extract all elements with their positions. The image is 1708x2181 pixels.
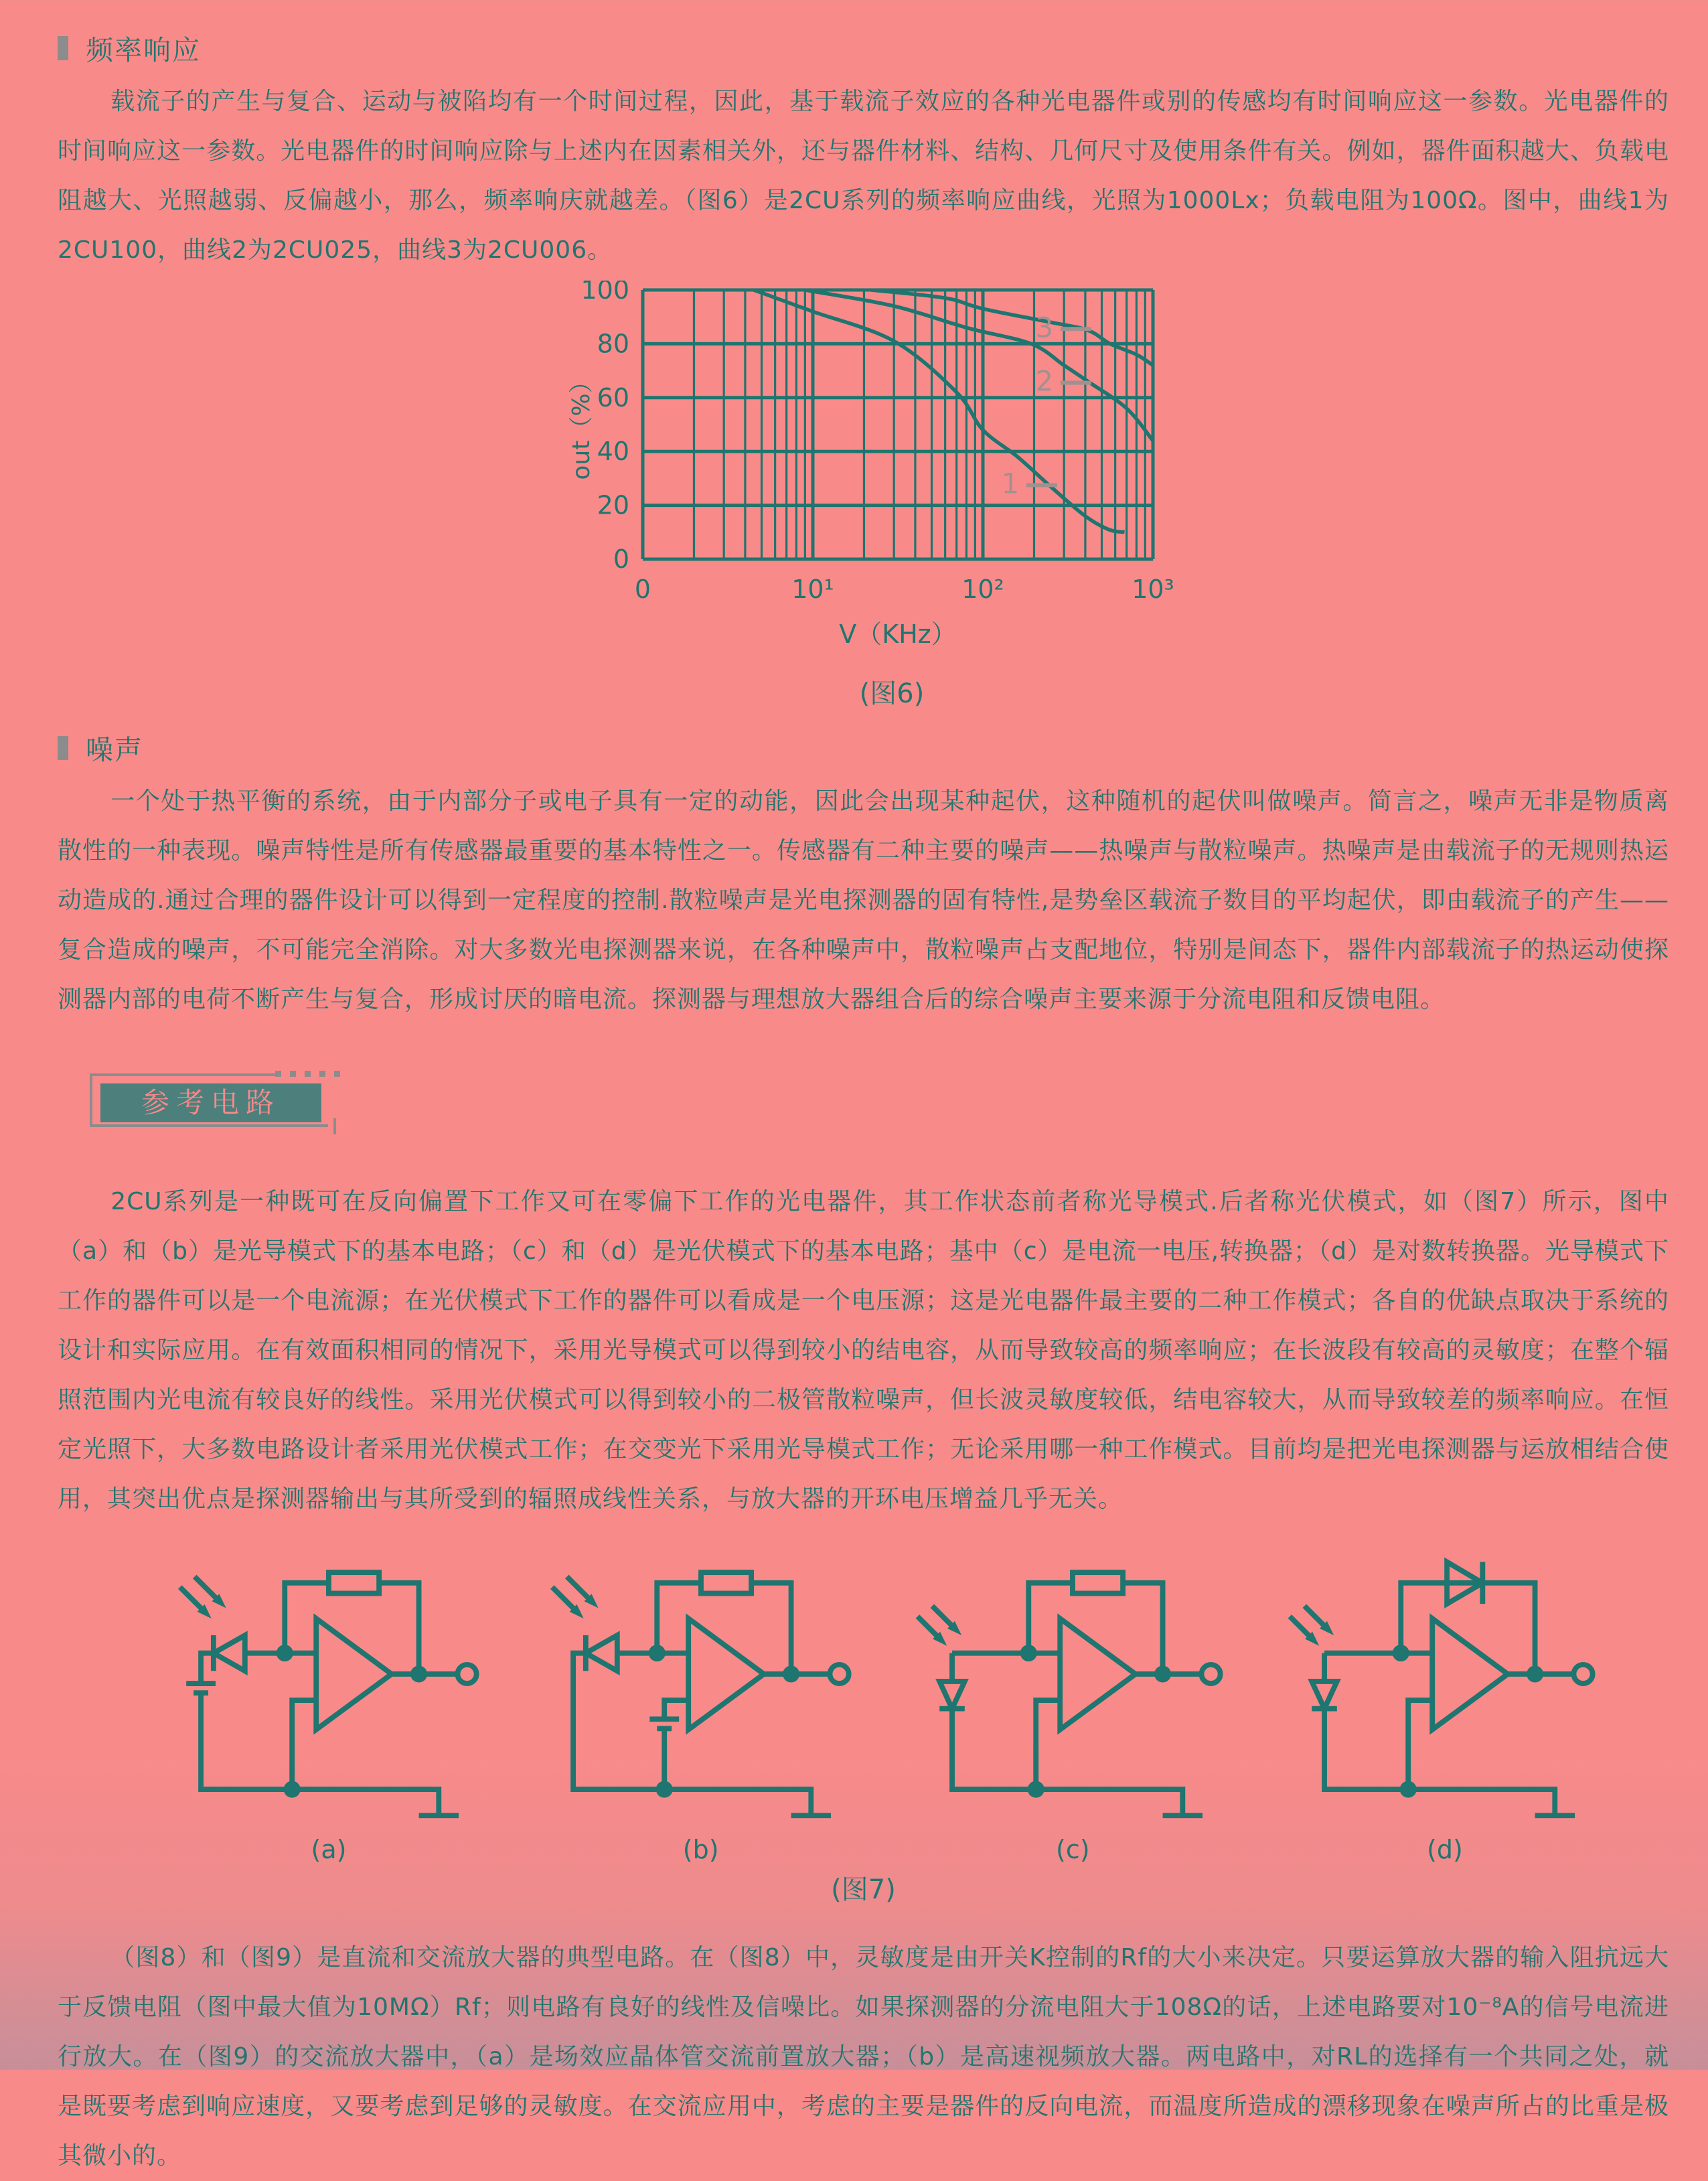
frequency-response-heading	[58, 28, 1669, 68]
circuit-a-caption: (a)	[311, 1835, 347, 1864]
refbox-stub	[333, 1118, 336, 1134]
figure7-circuits-row	[58, 1554, 1669, 1864]
figure6-caption: (图6)	[859, 678, 925, 709]
reference-circuits-paragraph: 2CU系列是一种既可在反向偏置下工作又可在零偏下工作的光电器件，其工作状态前者称光导模式.后者称光伏模式，如（图7）所示，图中（a）和（b）是光导模式下的基本电路；（c）和（d）是光伏模式下的基本电路；基中（c）是电流一电压,转换器；（d）是对数转换器。光导模式下工作的器件可以是一个电流源；在光伏模式下工作的器件可以看成是一个电压源；这是光电器件最主要的二种工作模式；各自的优缺点取决于系统的设计和实际应用。在有效面积相同的情况下，采用光导模式可以得到较小的结电容，从而导致较高的频率响应；在长波段有较高的灵敏度；在整个辐照范围内光电流有较良好的线性。采用光伏模式可以得到较小的二极管散粒噪声，但长波灵敏度较低，结电容较大，从而导致较差的频率响应。在恒定光照下，大多数电路设计者采用光伏模式工作；在交变光下采用光导模式工作；无论采用哪一种工作模式。目前均是把光电探测器与运放相结合使用，其突出优点是探测器输出与其所受到的辐照成线性关系，与放大器的开环电压增益几乎无关。	[58, 1188, 1669, 1513]
section-bullet-icon	[58, 36, 68, 60]
closing-paragraph: （图8）和（图9）是直流和交流放大器的典型电路。在（图8）中，灵敏度是由开关K控制的Rf的大小来决定。只要运算放大器的输入阻抗远大于反馈电阻（图中最大值为10MΩ）Rf；则电路有良好的线性及信噪比。如果探测器的分流电阻大于108Ω的话，上述电路要对10⁻⁸A的信号电流进行放大。在（图9）的交流放大器中，（a）是场效应晶体管交流前置放大器；（b）是高速视频放大器。两电路中，对RL的选择有一个共同之处，就是既要考虑到响应速度，又要考虑到足够的灵敏度。在交流应用中，考虑的主要是器件的反向电流，而温度所造成的漂移现象在噪声所占的比重是极其微小的。	[58, 1944, 1669, 2170]
section-title: 噪声	[86, 734, 143, 766]
noise-paragraph: 一个处于热平衡的系统，由于内部分子或电子具有一定的动能，因此会出现某种起伏，这种随机的起伏叫做噪声。简言之，噪声无非是物质离散性的一种表现。噪声特性是所有传感器最重要的基本特性之一。传感器有二种主要的噪声——热噪声与散粒噪声。热噪声是由载流子的无规则热运动造成的.通过合理的器件设计可以得到一定程度的控制.散粒噪声是光电探测器的固有特性,是势垒区载流子数目的平均起伏，即由载流子的产生——复合造成的噪声，不可能完全消除。对大多数光电探测器来说，在各种噪声中，散粒噪声占支配地位，特别是间态下，器件内部载流子的热运动使探测器内部的电荷不断产生与复合，形成讨厌的暗电流。探测器与理想放大器组合后的综合噪声主要来源于分流电阻和反馈电阻。	[58, 787, 1669, 1013]
noise-heading	[58, 728, 1669, 767]
svg-text:0: 0	[634, 575, 651, 604]
svg-text:V（KHz）: V（KHz）	[839, 619, 957, 649]
circuit-b-caption: (b)	[682, 1835, 719, 1864]
circuit-c	[915, 1554, 1230, 1864]
figure6-block	[564, 281, 1220, 710]
frequency-response-chart	[564, 281, 1220, 666]
svg-text:1: 1	[1001, 467, 1020, 500]
circuit-d-diagram	[1288, 1554, 1602, 1828]
circuit-c-caption: (c)	[1056, 1835, 1090, 1864]
svg-text:3: 3	[1035, 311, 1054, 344]
svg-text:80: 80	[597, 329, 629, 359]
svg-text:100: 100	[580, 281, 629, 305]
reference-circuits-title: 参考电路	[100, 1083, 321, 1122]
section-title: 频率响应	[86, 34, 201, 66]
svg-text:10¹: 10¹	[791, 575, 834, 604]
circuit-d-caption: (d)	[1427, 1835, 1463, 1864]
svg-text:40: 40	[597, 437, 629, 467]
svg-text:2: 2	[1035, 364, 1054, 398]
figure7-caption: (图7)	[831, 1874, 896, 1905]
circuit-b	[544, 1554, 858, 1864]
circuit-c-diagram	[915, 1554, 1230, 1828]
svg-text:out（%）: out（%）	[568, 369, 595, 480]
svg-text:0: 0	[613, 544, 629, 574]
refbox-dots-decoration	[275, 1071, 340, 1077]
circuit-d	[1288, 1554, 1602, 1864]
svg-text:60: 60	[597, 382, 629, 412]
frequency-response-paragraph: 载流子的产生与复合、运动与被陷均有一个时间过程，因此，基于载流子效应的各种光电器件或别的传感均有时间响应这一参数。光电器件的时间响应这一参数。光电器件的时间响应除与上述内在因素相关外，还与器件材料、结构、几何尺寸及使用条件有关。例如，器件面积越大、负载电阻越大、光照越弱、反偏越小，那么，频率响庆就越差。（图6）是2CU系列的频率响应曲线，光照为1000Lx；负载电阻为100Ω。图中，曲线1为2CU100，曲线2为2CU025，曲线3为2CU006。	[58, 88, 1669, 264]
circuit-b-diagram	[544, 1554, 858, 1828]
svg-text:10²: 10²	[961, 575, 1004, 604]
reference-circuits-header	[100, 1083, 321, 1122]
circuit-a-diagram	[171, 1554, 486, 1828]
svg-text:10³: 10³	[1132, 575, 1174, 604]
svg-text:20: 20	[597, 490, 629, 520]
circuit-a	[171, 1554, 486, 1864]
section-bullet-icon	[58, 736, 68, 760]
refbox-topline	[90, 1073, 276, 1076]
